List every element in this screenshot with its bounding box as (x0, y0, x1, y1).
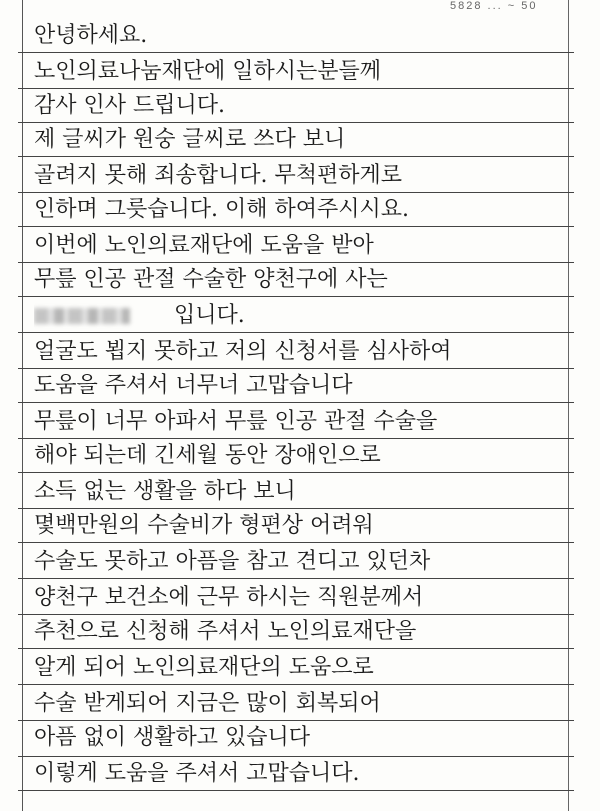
ruled-line (18, 122, 574, 123)
letter-line-redacted (34, 300, 562, 332)
ruled-line (18, 614, 574, 615)
letter-line: 양천구 보건소에 근무 하시는 직원분께서 (34, 585, 424, 610)
letter-line: 제 글씨가 원숭 글씨로 쓰다 보니 (34, 127, 346, 152)
letter-line: 몇백만원의 수술비가 형편상 어려워 (34, 513, 374, 538)
ruled-line (18, 402, 574, 403)
letter-line: 수술 받게되어 지금은 많이 회복되어 (34, 691, 381, 716)
letter-line: 수술도 못하고 아픔을 참고 견디고 있던차 (34, 549, 431, 574)
letter-line: 소득 없는 생활을 하다 보니 (34, 479, 296, 504)
ruled-line (18, 790, 574, 791)
letter-line: 얼굴도 뵙지 못하고 저의 신청서를 심사하여 (34, 339, 452, 364)
ruled-line (18, 648, 574, 649)
letter-line: 감사 인사 드립니다. (34, 93, 225, 118)
letter-line: 알게 되어 노인의료재단의 도움으로 (34, 655, 374, 680)
ruled-line (18, 542, 574, 543)
ruled-line (18, 156, 574, 157)
ruled-line (18, 226, 574, 227)
letter-line: 무릎 인공 관절 수술한 양천구에 사는 (34, 267, 388, 292)
ruled-line (18, 720, 574, 721)
letter-line: 이번에 노인의료재단에 도움을 받아 (34, 233, 374, 258)
ruled-line (18, 508, 574, 509)
ruled-line (18, 332, 574, 333)
ruled-line (18, 368, 574, 369)
letter-line: 안녕하세요. (34, 23, 148, 48)
ruled-line (18, 756, 574, 757)
letter-line: 해야 되는데 긴세월 동안 장애인으로 (34, 443, 381, 468)
ruled-line (18, 88, 574, 89)
ruled-line (18, 262, 574, 263)
letter-line: 골려지 못해 죄송합니다. 무척편하게로 (34, 163, 403, 188)
ruled-line (18, 192, 574, 193)
ruled-line (18, 296, 574, 297)
ruled-line (18, 52, 574, 53)
ruled-line (18, 438, 574, 439)
letter-line: 아픔 없이 생활하고 있습니다 (34, 725, 311, 750)
letter-line: 인하며 그릇습니다. 이해 하여주시시요. (34, 197, 409, 222)
letter-line: 무릎이 너무 아파서 무릎 인공 관절 수술을 (34, 409, 438, 434)
letter-line-tail: 입니다. (174, 303, 245, 328)
redacted-name-blur (34, 308, 130, 324)
letter-line: 노인의료나눔재단에 일하시는분들께 (34, 59, 382, 84)
ruled-line (18, 578, 574, 579)
letter-line: 추천으로 신청해 주셔서 노인의료재단을 (34, 619, 417, 644)
top-stamp-text: 5828 ... ~ 50 (450, 0, 538, 12)
ruled-line (18, 472, 574, 473)
letter-line: 이렇게 도움을 주셔서 고맙습니다. (34, 761, 360, 786)
ruled-line (18, 684, 574, 685)
letter-line: 도움을 주셔서 너무너 고맙습니다 (34, 373, 353, 398)
